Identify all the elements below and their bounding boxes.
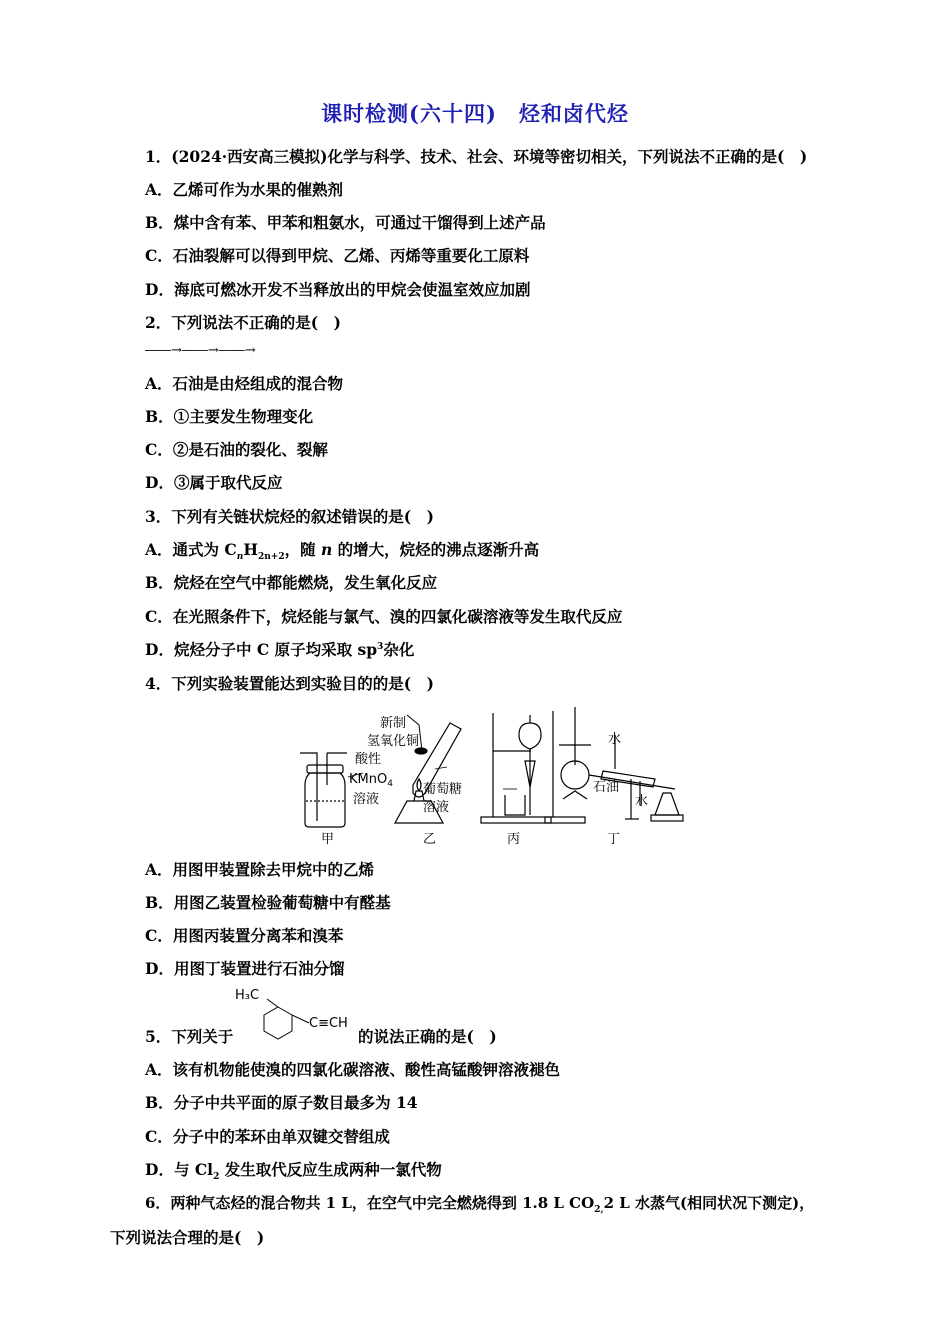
q1-stem: 1．(2024·西安高三模拟)化学与科学、技术、社会、环境等密切相关，下列说法不正确的是( ) (145, 147, 808, 166)
q3-option-d (145, 638, 414, 660)
q3-a-n: n (320, 540, 333, 559)
label-yi: 乙 (423, 832, 437, 847)
q4-option-b: B．用图乙装置检验葡萄糖中有醛基 (145, 893, 391, 912)
q5-option-d (145, 1158, 442, 1182)
q5-d-prefix: D．与 Cl (145, 1160, 214, 1179)
q4-option-c: C．用图丙装置分离苯和溴苯 (145, 926, 344, 945)
q6-line1-prefix: 6．两种气态烃的混合物共 1 L，在空气中完全燃烧得到 1.8 L CO (145, 1194, 595, 1212)
apparatus-ding (545, 707, 683, 823)
q6-line1-sub: 2, (594, 1205, 604, 1215)
q2-option-b: B．①主要发生物理变化 (145, 407, 314, 426)
q2-option-c: C．②是石油的裂化、裂解 (145, 440, 328, 459)
q1-option-c: C．石油裂解可以得到甲烷、乙烯、丙烯等重要化工原料 (145, 246, 530, 265)
label-water-out: 水 (635, 794, 649, 809)
q5-option-b: B．分子中共平面的原子数目最多为 14 (145, 1093, 418, 1112)
methyl-label: H₃C (235, 988, 260, 1003)
label-cu-hydroxide: 氢氧化铜 (367, 734, 420, 749)
q4-option-d: D．用图丁装置进行石油分馏 (145, 959, 345, 978)
label-kmno4-sub: 4 (387, 779, 393, 789)
q2-stem: 2．下列说法不正确的是( ) (145, 313, 341, 332)
q3-a-mid: ，随 (284, 540, 321, 559)
label-oil: 石油 (593, 780, 620, 795)
q5-option-c: C．分子中的苯环由单双键交替组成 (145, 1127, 390, 1146)
q3-a-suffix: 的增大，烷烃的沸点逐渐升高 (332, 540, 540, 559)
label-ding: 丁 (607, 832, 621, 847)
methyl-bond (267, 999, 278, 1007)
q3-option-a (145, 538, 539, 562)
q3-a-n-sub: n (236, 552, 244, 563)
apparatus-bing (481, 713, 551, 823)
alkyne-bond (292, 1015, 309, 1023)
label-xinzhi: 新制 (380, 716, 407, 731)
q3-d-prefix: D．烷烃分子中 C 原子均采取 sp (145, 640, 378, 659)
q2-option-d: D．③属于取代反应 (145, 473, 283, 492)
alkyne-label: C≡CH (309, 1016, 348, 1031)
q3-a-h: H (243, 540, 258, 559)
label-glucose-solution: 溶液 (423, 800, 450, 815)
q3-d-suffix: 杂化 (383, 640, 415, 659)
q3-option-b: B．烷烃在空气中都能燃烧，发生氧化反应 (145, 573, 438, 592)
page-title: 课时检测(六十四) 烃和卤代烃 (321, 101, 629, 126)
q1-option-a: A．乙烯可作为水果的催熟剂 (145, 180, 344, 199)
q4-option-a: A．用图甲装置除去甲烷中的乙烯 (145, 860, 375, 879)
q6-line1 (145, 1192, 814, 1215)
q4-stem: 4．下列实验装置能达到实验目的的是( ) (145, 674, 434, 693)
q5-stem-prefix: 5．下列关于 (145, 1027, 234, 1046)
q3-a-h-sub: 2n+2 (257, 552, 285, 563)
apparatus-jia (300, 753, 363, 827)
label-kmno4-main: KMnO (349, 772, 388, 787)
label-glucose: 葡萄糖 (423, 782, 463, 797)
q3-d-sup: 3 (377, 641, 384, 652)
q3-stem: 3．下列有关链状烷烃的叙述错误的是( ) (145, 507, 434, 526)
q1-option-b: B．煤中含有苯、甲苯和粗氨水，可通过干馏得到上述产品 (145, 213, 546, 232)
q6-line2: 下列说法合理的是( ) (110, 1228, 265, 1247)
apparatus-figure (295, 705, 690, 850)
q3-a-prefix: A．通式为 C (145, 540, 237, 559)
q2-option-a: A．石油是由烃组成的混合物 (145, 374, 344, 393)
q5-d-suffix: 发生取代反应生成两种一氯代物 (219, 1160, 442, 1179)
label-solution-jia: 溶液 (353, 792, 380, 807)
q6-line1-suffix: 2 L 水蒸气(相同状况下测定)， (603, 1194, 815, 1212)
label-acid: 酸性 (355, 752, 382, 767)
q5-option-a: A．该有机物能使溴的四氯化碳溶液、酸性高锰酸钾溶液褪色 (145, 1060, 561, 1079)
label-bing: 丙 (507, 832, 521, 847)
q5-d-sub: 2 (213, 1172, 220, 1183)
label-jia: 甲 (321, 832, 335, 847)
q1-option-d: D．海底可燃冰开发不当释放出的甲烷会使温室效应加剧 (145, 280, 531, 299)
q2-process-arrows: ――→――→――→ (145, 343, 256, 358)
label-kmno4 (349, 772, 393, 789)
benzene-ring (264, 1007, 292, 1039)
q3-option-c: C．在光照条件下，烷烃能与氯气、溴的四氯化碳溶液等发生取代反应 (145, 607, 623, 626)
label-water-in: 水 (608, 732, 622, 747)
q5-stem-suffix: 的说法正确的是( ) (358, 1027, 497, 1046)
molecule-structure (233, 985, 358, 1045)
